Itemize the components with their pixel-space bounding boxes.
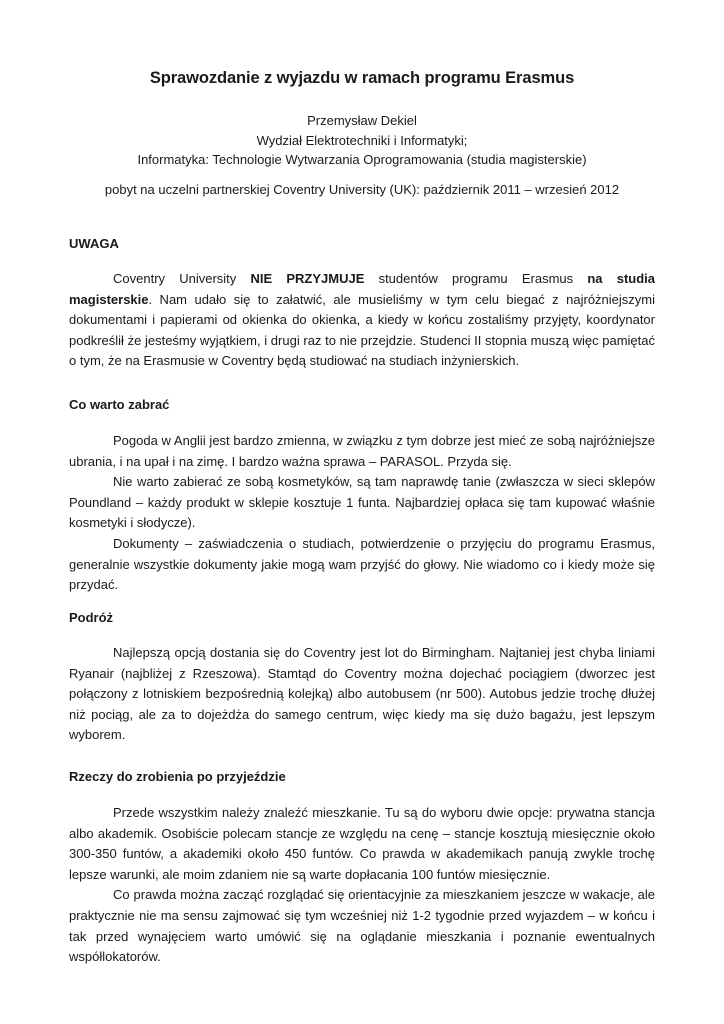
section-heading-uwaga: UWAGA: [69, 236, 119, 251]
section-heading-co-warto-zabrac: Co warto zabrać: [69, 397, 170, 412]
section-body-podroz: [69, 643, 655, 746]
faculty-line: Wydział Elektrotechniki i Informatyki;: [256, 132, 468, 148]
section-body-uwaga: [69, 269, 655, 372]
document-title: Sprawozdanie z wyjazdu w ramach programu Erasmus: [149, 69, 575, 87]
specialization-line: Informatyka: Technologie Wytwarzania Oprogramowania (studia magisterskie): [137, 152, 587, 167]
section-heading-podroz: Podróż: [69, 610, 114, 625]
paragraph: Przede wszystkim należy znaleźć mieszkanie. Tu są do wyboru dwie opcje: prywatna stancja albo akademik. Osobiście polecam stancje ze względu na cenę – stancje kosztują miesięcznie około 300-350 funtów, a akademiki około 450 funtów. Co prawda w akademikach panują zwykle trochę lepsze warunki, ale moim zdaniem nie są warte dopłacania 100 funtów miesięcznie.: [69, 805, 655, 882]
section-body-rzeczy-do-zrobienia: [69, 803, 655, 968]
stay-line: pobyt na uczelni partnerskiej Coventry University (UK): październik 2011 – wrzesień 2012: [104, 182, 620, 197]
paragraph: Coventry University NIE PRZYJMUJE studentów programu Erasmus na studia magisterskie. Nam udało się to załatwić, ale musieliśmy w tym celu biegać z najróżniejszymi dokumentami i papierami od okienka do okienka, a kiedy w końcu zostaliśmy przyjęty, koordynator podkreślił że jesteśmy wyjątkiem, i drugi raz to nie przejdzie. Studenci II stopnia muszą więc pamiętać o tym, że na Erasmusie w Coventry będą studiować na studiach inżynierskich.: [69, 271, 655, 369]
author-block: [0, 111, 724, 170]
paragraph: Dokumenty – zaświadczenia o studiach, potwierdzenie o przyjęciu do programu Erasmus, generalnie wszystkie dokumenty jakie mogą wam przyjść do głowy. Nie wiadomo co i kiedy może się przydać.: [69, 535, 655, 593]
paragraph: Pogoda w Anglii jest bardzo zmienna, w związku z tym dobrze jest mieć ze sobą najróżniejsze ubrania, i na upał i na zimę. I bardzo ważna sprawa – PARASOL. Przyda się.: [69, 433, 655, 469]
section-body-co-warto-zabrac: [69, 431, 655, 596]
author-name: Przemysław Dekiel: [307, 113, 417, 128]
paragraph: Co prawda można zacząć rozglądać się orientacyjnie za mieszkaniem jeszcze w wakacje, ale praktycznie nie ma sensu zajmować się tym wcześniej niż 1-2 tygodnie przed wyjazdem – w końcu i tak przed wynajęciem warto umówić się na oglądanie mieszkania i poznanie ewentualnych współlokatorów.: [69, 887, 655, 965]
paragraph: Najlepszą opcją dostania się do Coventry jest lot do Birmingham. Najtaniej jest chyba liniami Ryanair (najbliżej z Rzeszowa). Stamtąd do Coventry można dojechać pociągiem (dworzec jest połączony z lotniskiem bezpośrednią kolejką) albo autobusem (nr 500). Autobus jedzie trochę dłużej niż pociąg, ale za to dojeżdża do samego centrum, więc kiedy ma się dużo bagażu, jest lepszym wyborem.: [69, 645, 655, 743]
section-heading-rzeczy-do-zrobienia: Rzeczy do zrobienia po przyjeździe: [69, 769, 286, 784]
paragraph: Nie warto zabierać ze sobą kosmetyków, są tam naprawdę tanie (zwłaszcza w sieci sklepów Poundland – każdy produkt w sklepie kosztuje 1 funta. Najbardziej opłaca się tam kupować właśnie kosmetyki i słodycze).: [69, 474, 655, 531]
